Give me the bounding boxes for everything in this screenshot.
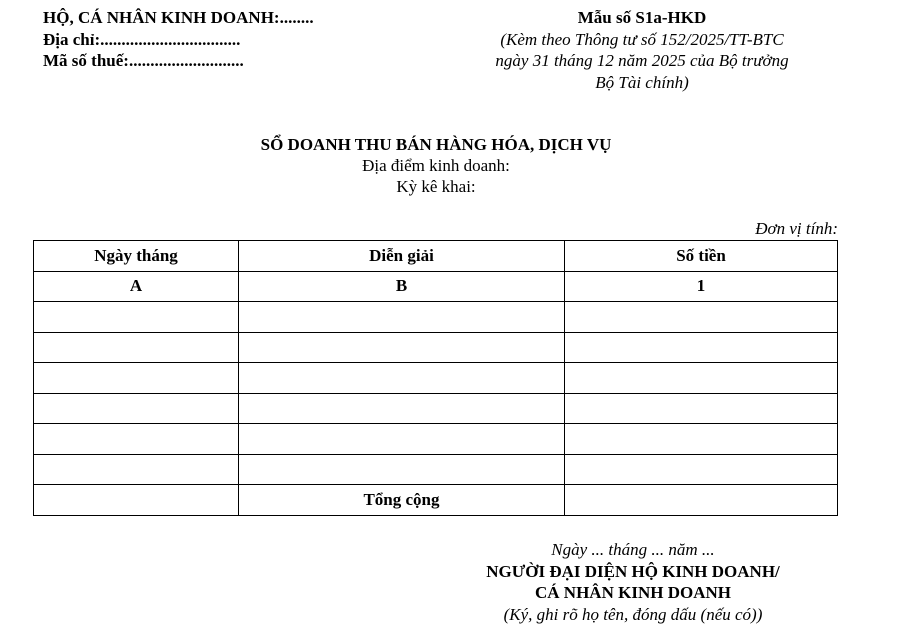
- cell-description: [239, 302, 565, 333]
- code-description: B: [239, 271, 565, 302]
- cell-amount: [565, 363, 838, 394]
- cell-date: [34, 454, 239, 485]
- table-row: [34, 454, 838, 485]
- table-code-row: [34, 271, 838, 302]
- signatory-role-line-1: NGƯỜI ĐẠI DIỆN HỘ KINH DOANH/: [486, 562, 780, 581]
- tax-code-line: Mã số thuế:...........................: [43, 51, 244, 70]
- reporting-period-label: Kỳ kê khai:: [396, 177, 476, 196]
- header-amount: Số tiền: [565, 241, 838, 272]
- form-reference-line-3: Bộ Tài chính): [595, 73, 689, 92]
- form-reference-line-1: (Kèm theo Thông tư số 152/2025/TT-BTC: [500, 30, 784, 49]
- signature-date-line: Ngày ... tháng ... năm ...: [551, 540, 715, 559]
- cell-date: [34, 302, 239, 333]
- signature-instruction: (Ký, ghi rõ họ tên, đóng dấu (nếu có)): [503, 605, 763, 624]
- cell-amount: [565, 454, 838, 485]
- total-amount-cell: [565, 485, 838, 516]
- table-row: [34, 393, 838, 424]
- total-label: Tổng cộng: [239, 485, 565, 516]
- table-header-row: [34, 241, 838, 272]
- cell-date: [34, 363, 239, 394]
- table-row: [34, 302, 838, 333]
- cell-amount: [565, 393, 838, 424]
- cell-description: [239, 332, 565, 363]
- cell-description: [239, 363, 565, 394]
- table-row: [34, 363, 838, 394]
- cell-date: [34, 393, 239, 424]
- signatory-role-line-2: CÁ NHÂN KINH DOANH: [535, 583, 731, 602]
- cell-date: [34, 332, 239, 363]
- code-date: A: [34, 271, 239, 302]
- code-amount: 1: [565, 271, 838, 302]
- table-row: [34, 332, 838, 363]
- revenue-ledger-table: [33, 240, 838, 516]
- cell-date: [34, 424, 239, 455]
- business-location-label: Địa điểm kinh doanh:: [362, 156, 510, 175]
- cell-amount: [565, 302, 838, 333]
- cell-description: [239, 393, 565, 424]
- cell-description: [239, 424, 565, 455]
- cell-amount: [565, 424, 838, 455]
- total-date-cell: [34, 485, 239, 516]
- business-name-line: HỘ, CÁ NHÂN KINH DOANH:........: [43, 8, 314, 27]
- table-total-row: [34, 485, 838, 516]
- table-row: [34, 424, 838, 455]
- cell-amount: [565, 332, 838, 363]
- cell-description: [239, 454, 565, 485]
- header-description: Diễn giải: [239, 241, 565, 272]
- address-line: Địa chỉ:.................................: [43, 30, 241, 49]
- document-title: SỔ DOANH THU BÁN HÀNG HÓA, DỊCH VỤ: [260, 135, 612, 154]
- form-reference-line-2: ngày 31 tháng 12 năm 2025 của Bộ trưởng: [495, 51, 789, 70]
- form-number: Mẫu số S1a-HKD: [577, 8, 707, 27]
- unit-label: Đơn vị tính:: [755, 219, 838, 238]
- header-date: Ngày tháng: [34, 241, 239, 272]
